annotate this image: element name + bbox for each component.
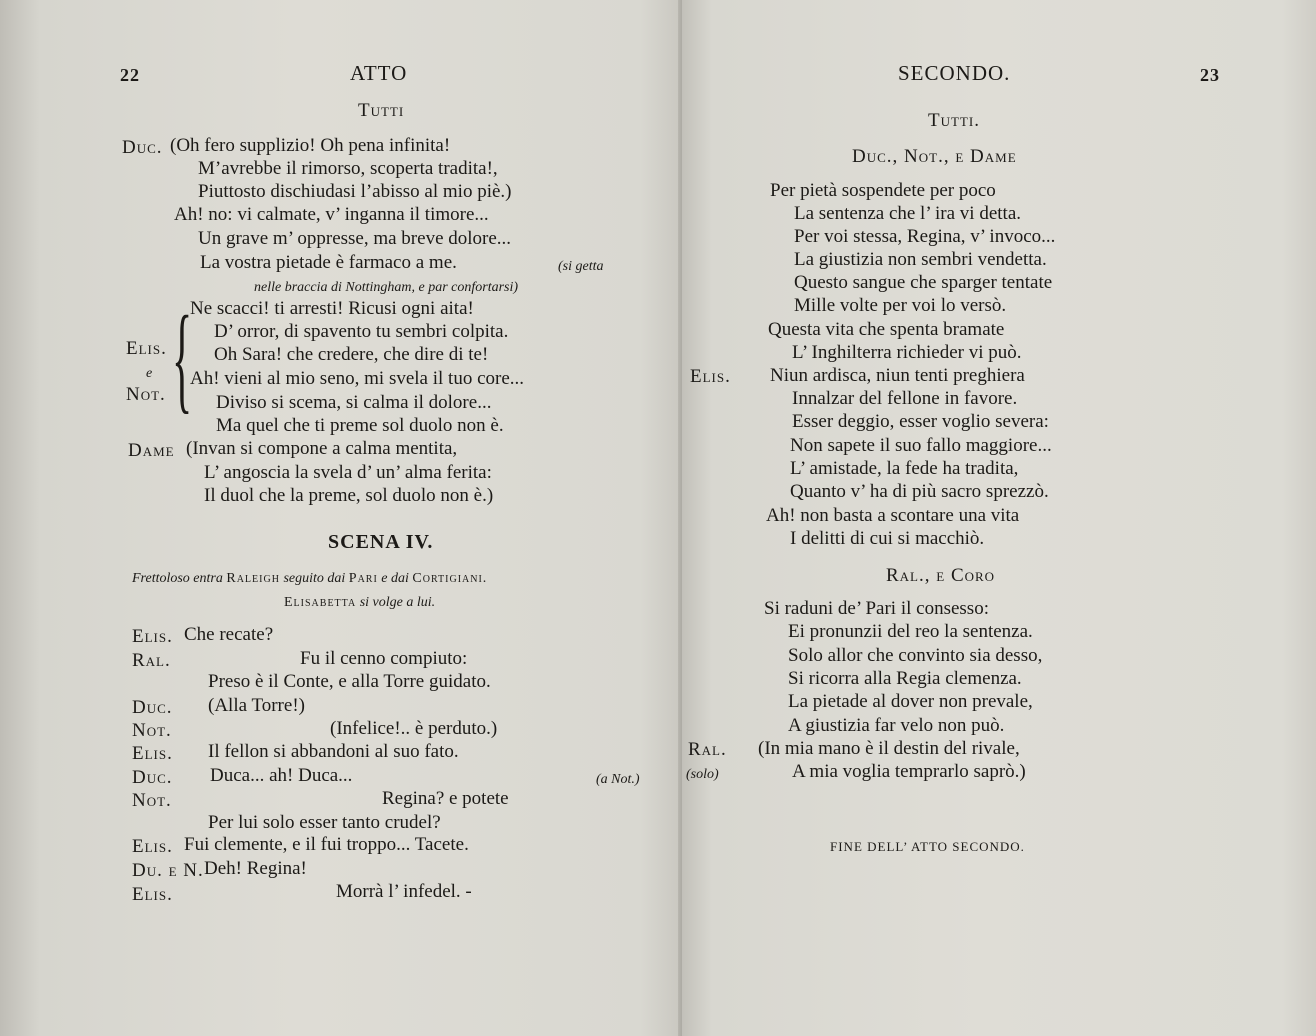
verse-line: Piuttosto dischiudasi l’abisso al mio piè.)	[198, 181, 512, 202]
speaker-label: Duc.	[132, 697, 173, 718]
verse-line: L’ Inghilterra richieder vi può.	[792, 342, 1022, 363]
verse-line: Ah! non basta a scontare una vita	[766, 505, 1020, 526]
stage-direction: (si getta	[558, 259, 604, 274]
dialogue-line: Per lui solo esser tanto crudel?	[208, 812, 441, 833]
subheading: Duc., Not., e Dame	[852, 146, 1017, 167]
verse-line: Mille volte per voi lo versò.	[794, 295, 1007, 316]
dialogue-line: (Infelice!.. è perduto.)	[330, 718, 498, 739]
dialogue-line: Fui clemente, e il fui troppo... Tacete.	[184, 834, 469, 855]
verse-line: (In mia mano è il destin del rivale,	[758, 738, 1020, 759]
verse-line: Per voi stessa, Regina, v’ invoco...	[794, 226, 1056, 247]
subheading: Ral., e Coro	[886, 565, 996, 586]
speaker-label: Ral.	[132, 650, 171, 671]
conjunction: e	[146, 366, 153, 381]
verse-line: A mia voglia temprarlo saprò.)	[792, 761, 1026, 782]
verse-line: Ei pronunzii del reo la sentenza.	[788, 621, 1033, 642]
dialogue-line: Preso è il Conte, e alla Torre guidato.	[208, 671, 491, 692]
verse-line: (Oh fero supplizio! Oh pena infinita!	[170, 135, 451, 156]
verse-line: Ah! no: vi calmate, v’ inganna il timore...	[174, 204, 489, 225]
dialogue-line: Regina? e potete	[382, 788, 509, 809]
verse-line: Diviso si scema, si calma il dolore...	[216, 392, 492, 413]
dialogue-line: Il fellon si abbandoni al suo fato.	[208, 741, 459, 762]
verse-line: Si ricorra alla Regia clemenza.	[788, 668, 1022, 689]
dialogue-line: Deh! Regina!	[204, 858, 307, 879]
verse-line: Ne scacci! ti arresti! Ricusi ogni aita!	[190, 298, 474, 319]
verse-line: Questa vita che spenta bramate	[768, 319, 1005, 340]
speaker-label: Dame	[128, 440, 175, 461]
verse-line: Solo allor che convinto sia desso,	[788, 645, 1043, 666]
verse-line: Un grave m’ oppresse, ma breve dolore...	[198, 228, 512, 249]
act-end-note: FINE DELL’ ATTO SECONDO.	[830, 839, 1025, 854]
verse-line: Il duol che la preme, sol duolo non è.)	[204, 485, 494, 506]
right-page	[682, 0, 1316, 1036]
verse-line: Innalzar del fellone in favore.	[792, 388, 1018, 409]
character-name: Cortigiani.	[412, 571, 488, 586]
dialogue-line: (Alla Torre!)	[208, 695, 305, 716]
speaker-label: Elis.	[126, 338, 167, 359]
stage-text: e dai	[381, 571, 409, 586]
stage-text: Frettoloso entra	[132, 571, 223, 586]
verse-line: Esser deggio, esser voglio severa:	[792, 411, 1049, 432]
verse-line: L’ angoscia la svela d’ un’ alma ferita:	[204, 462, 492, 483]
verse-line: La pietade al dover non prevale,	[788, 691, 1033, 712]
dialogue-line: Che recate?	[184, 624, 274, 645]
stage-direction: nelle braccia di Nottingham, e par confortarsi)	[254, 280, 519, 295]
verse-line: Ah! vieni al mio seno, mi svela il tuo core...	[190, 368, 525, 389]
verse-line: Per pietà sospendete per poco	[770, 180, 996, 201]
verse-line: M’avrebbe il rimorso, scoperta tradita!,	[198, 158, 498, 179]
brace-left: {	[172, 291, 193, 424]
stage-direction: (solo)	[686, 767, 719, 782]
stage-direction: (a Not.)	[596, 772, 640, 787]
speaker-label: Not.	[126, 384, 166, 405]
stage-direction	[284, 592, 435, 614]
verse-line: Si raduni de’ Pari il consesso:	[764, 598, 989, 619]
speaker-label: Elis.	[132, 836, 173, 857]
verse-line: La giustizia non sembri vendetta.	[794, 249, 1047, 270]
page-number: 22	[120, 65, 140, 85]
tutti-heading: Tutti.	[928, 110, 980, 131]
stage-text: si volge a lui.	[359, 595, 436, 610]
verse-line: L’ amistade, la fede ha tradita,	[790, 458, 1019, 479]
verse-line: Niun ardisca, niun tenti preghiera	[770, 365, 1025, 386]
dialogue-line: Fu il cenno compiuto:	[300, 648, 468, 669]
character-name: Raleigh	[226, 571, 280, 586]
dialogue-line: Morrà l’ infedel. -	[336, 881, 472, 902]
verse-line: La vostra pietade è farmaco a me.	[200, 252, 457, 273]
speaker-label: Not.	[132, 720, 172, 741]
stage-text: seguito dai	[283, 571, 346, 586]
speaker-label: Duc.	[132, 767, 173, 788]
stage-direction	[132, 568, 487, 590]
speaker-label: Elis.	[690, 366, 731, 387]
speaker-label: Elis.	[132, 743, 173, 764]
verse-line: Non sapete il suo fallo maggiore...	[790, 435, 1052, 456]
verse-line: La sentenza che l’ ira vi detta.	[794, 203, 1021, 224]
dialogue-line: Duca... ah! Duca...	[210, 765, 353, 786]
character-name: Elisabetta	[284, 595, 357, 610]
character-name: Pari	[348, 571, 378, 586]
page-number: 23	[1200, 65, 1220, 85]
verse-line: Ma quel che ti preme sol duolo non è.	[216, 415, 504, 436]
verse-line: Questo sangue che sparger tentate	[794, 272, 1053, 293]
tutti-heading: Tutti	[358, 100, 405, 121]
speaker-label: Du. e N.	[132, 860, 204, 881]
speaker-label: Elis.	[132, 884, 173, 905]
verse-line: Quanto v’ ha di più sacro sprezzò.	[790, 481, 1049, 502]
scene-title: SCENA IV.	[328, 531, 434, 553]
speaker-label: Not.	[132, 790, 172, 811]
verse-line: D’ orror, di spavento tu sembri colpita.	[214, 321, 509, 342]
running-head: SECONDO.	[898, 61, 1011, 85]
speaker-label: Elis.	[132, 626, 173, 647]
verse-line: A giustizia far velo non può.	[788, 715, 1005, 736]
speaker-label: Duc.	[122, 137, 163, 158]
verse-line: Oh Sara! che credere, che dire di te!	[214, 344, 489, 365]
running-head: ATTO	[350, 61, 408, 85]
speaker-label: Ral.	[688, 739, 727, 760]
verse-line: (Invan si compone a calma mentita,	[186, 438, 458, 459]
verse-line: I delitti di cui si macchiò.	[790, 528, 985, 549]
